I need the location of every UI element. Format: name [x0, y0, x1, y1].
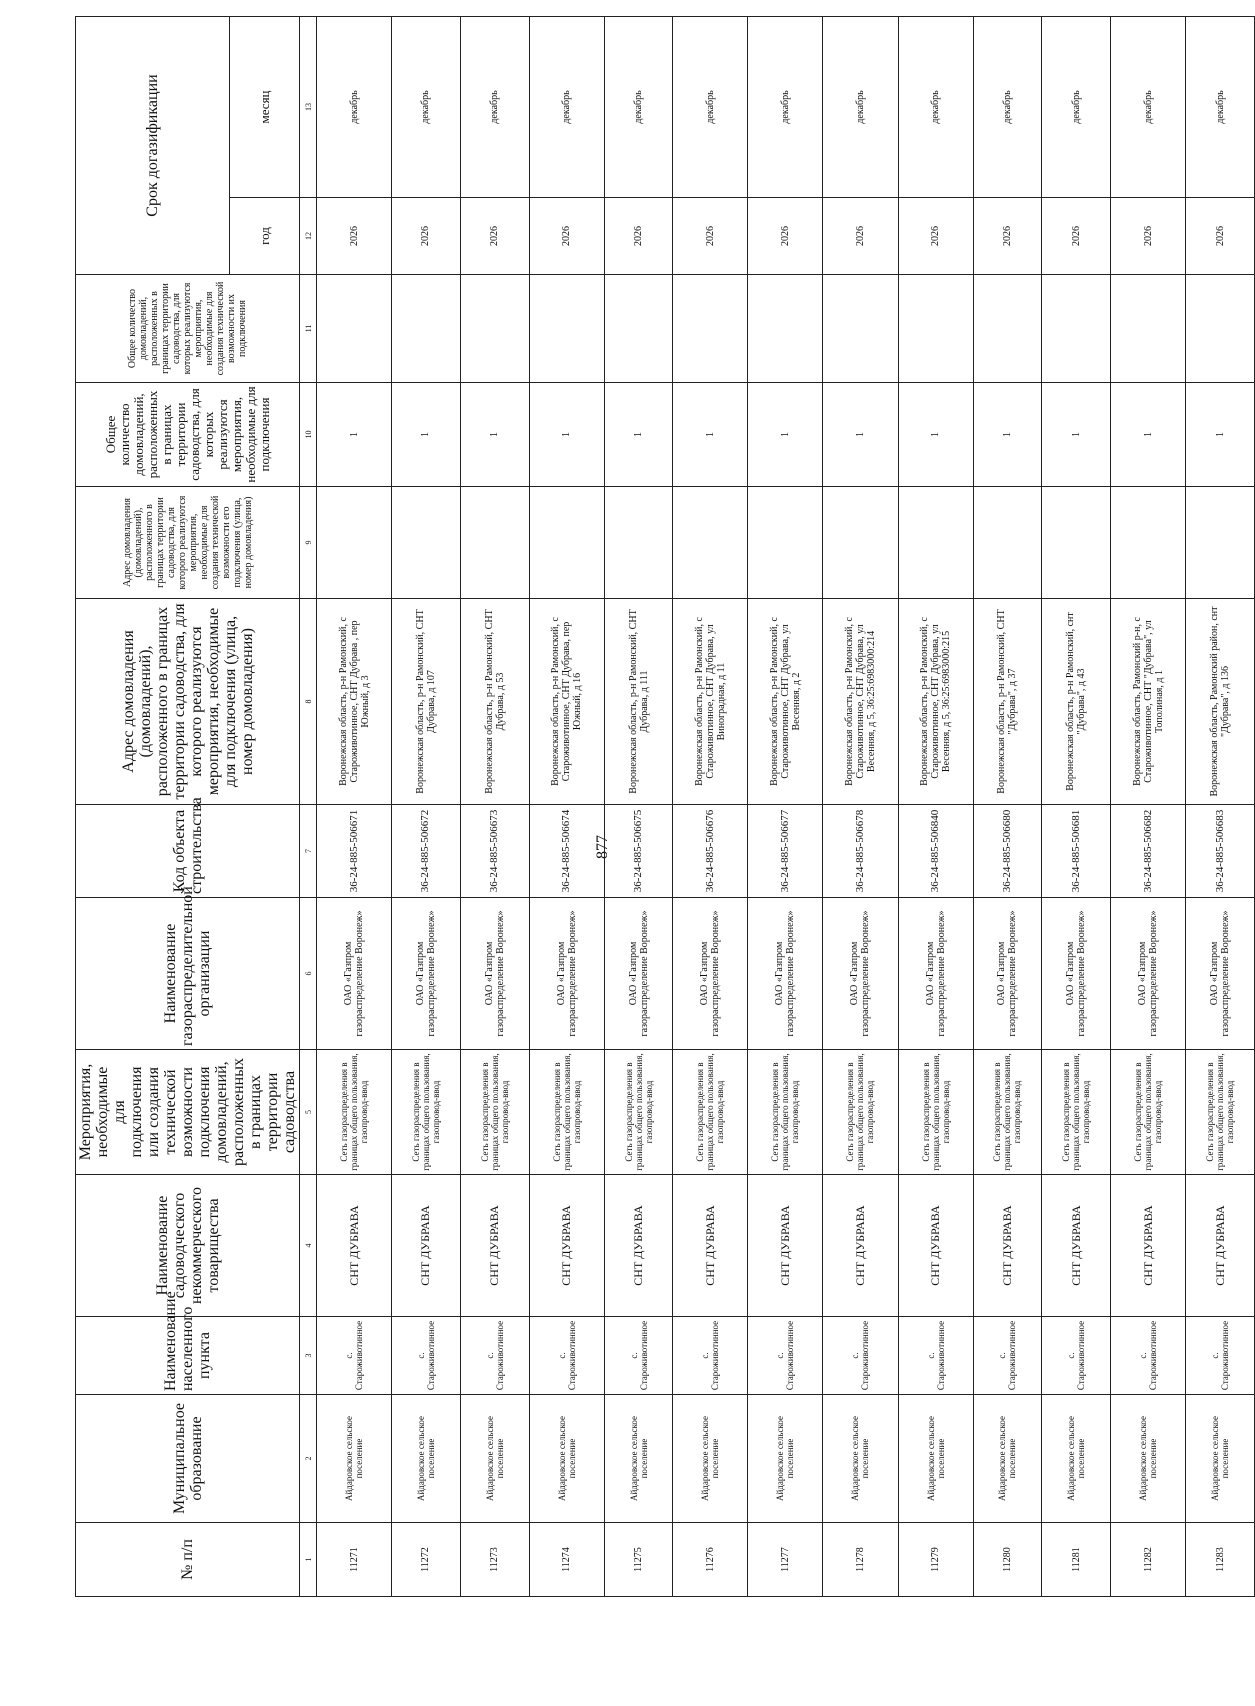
settlement-cell: с. Староживотинное: [973, 1317, 1042, 1395]
address-cell: Воронежская область, р-н Рамонский, СНТ Дубрава, д 111: [604, 599, 673, 805]
municipality-cell: Айдаровское сельское поселение: [460, 1395, 529, 1523]
measures-cell: Сеть газораспределения в границах общего пользования, газопровод-ввод: [460, 1050, 529, 1175]
settlement-cell: с. Староживотинное: [898, 1317, 973, 1395]
count-connect-cell: 1: [1111, 383, 1186, 487]
society-cell: СНТ ДУБРАВА: [673, 1175, 748, 1317]
column-number: 5: [300, 1050, 317, 1175]
month-cell: декабрь: [748, 16, 823, 197]
row-number: 11276: [673, 1523, 748, 1597]
count-connect-cell: 1: [973, 383, 1042, 487]
row-number: 11278: [823, 1523, 898, 1597]
month-cell: декабрь: [898, 16, 973, 197]
table-row: [823, 16, 898, 1596]
table-row: [529, 16, 604, 1596]
settlement-cell: с. Староживотинное: [1042, 1317, 1111, 1395]
measures-cell: Сеть газораспределения в границах общего пользования, газопровод-ввод: [1111, 1050, 1186, 1175]
object-code-cell: 36-24-885-506681: [1042, 805, 1111, 898]
address-tech-cell: [973, 487, 1042, 599]
object-code-cell: 36-24-885-506675: [604, 805, 673, 898]
object-code-cell: 36-24-885-506680: [973, 805, 1042, 898]
column-number: 11: [300, 275, 317, 383]
table-row: [673, 16, 748, 1596]
settlement-cell: с. Староживотинное: [460, 1317, 529, 1395]
municipality-cell: Айдаровское сельское поселение: [973, 1395, 1042, 1523]
register-table: [75, 16, 1255, 1597]
row-number: 11282: [1111, 1523, 1186, 1597]
count-tech-cell: [748, 275, 823, 383]
count-tech-cell: [898, 275, 973, 383]
object-code-cell: 36-24-885-506676: [673, 805, 748, 898]
header-municipality: Муниципальное образование: [76, 1395, 300, 1523]
address-tech-cell: [823, 487, 898, 599]
address-tech-cell: [748, 487, 823, 599]
municipality-cell: Айдаровское сельское поселение: [748, 1395, 823, 1523]
society-cell: СНТ ДУБРАВА: [823, 1175, 898, 1317]
count-connect-cell: 1: [898, 383, 973, 487]
count-tech-cell: [317, 275, 392, 383]
count-tech-cell: [1042, 275, 1111, 383]
month-cell: декабрь: [392, 16, 461, 197]
table-row: [317, 16, 392, 1596]
table-row: [973, 16, 1042, 1596]
municipality-cell: Айдаровское сельское поселение: [823, 1395, 898, 1523]
society-cell: СНТ ДУБРАВА: [392, 1175, 461, 1317]
address-cell: Воронежская область, р-н Рамонский, снт "Дубрава", д 43: [1042, 599, 1111, 805]
measures-cell: Сеть газораспределения в границах общего пользования, газопровод-ввод: [529, 1050, 604, 1175]
year-cell: 2026: [529, 198, 604, 275]
address-cell: Воронежская область, р-н Рамонский, с Староживотинное, СНТ Дубрава, ул Виноградная, д 11: [673, 599, 748, 805]
count-connect-cell: 1: [460, 383, 529, 487]
month-cell: декабрь: [823, 16, 898, 197]
municipality-cell: Айдаровское сельское поселение: [529, 1395, 604, 1523]
column-number: 13: [300, 16, 317, 197]
address-tech-cell: [673, 487, 748, 599]
table-row: [604, 16, 673, 1596]
count-tech-cell: [1186, 275, 1255, 383]
column-number: 10: [300, 383, 317, 487]
society-cell: СНТ ДУБРАВА: [1111, 1175, 1186, 1317]
measures-cell: Сеть газораспределения в границах общего пользования, газопровод-ввод: [898, 1050, 973, 1175]
address-cell: Воронежская область, р-н Рамонский, СНТ Дубрава, д 107: [392, 599, 461, 805]
count-connect-cell: 1: [529, 383, 604, 487]
count-connect-cell: 1: [317, 383, 392, 487]
month-cell: декабрь: [1111, 16, 1186, 197]
society-cell: СНТ ДУБРАВА: [317, 1175, 392, 1317]
society-cell: СНТ ДУБРАВА: [460, 1175, 529, 1317]
header-count-connect: Общее количество домовладений, расположенных в границах территории садоводства, для которых реализуются мероприятия, необходимые для подключения: [76, 383, 300, 487]
organization-cell: ОАО «Газпром газораспределение Воронеж»: [1186, 898, 1255, 1050]
measures-cell: Сеть газораспределения в границах общего пользования, газопровод-ввод: [604, 1050, 673, 1175]
header-no: № п/п: [76, 1523, 300, 1597]
address-cell: Воронежская область, р-н Рамонский, с Староживотинное, СНТ Дубрава, пер Южный, д 16: [529, 599, 604, 805]
count-tech-cell: [973, 275, 1042, 383]
year-cell: 2026: [973, 198, 1042, 275]
municipality-cell: Айдаровское сельское поселение: [1186, 1395, 1255, 1523]
header-month: месяц: [230, 16, 300, 197]
address-tech-cell: [529, 487, 604, 599]
settlement-cell: с. Староживотинное: [604, 1317, 673, 1395]
month-cell: декабрь: [604, 16, 673, 197]
society-cell: СНТ ДУБРАВА: [973, 1175, 1042, 1317]
header-deadline: Срок догазификации: [76, 16, 230, 274]
measures-cell: Сеть газораспределения в границах общего пользования, газопровод-ввод: [392, 1050, 461, 1175]
year-cell: 2026: [1186, 198, 1255, 275]
count-connect-cell: 1: [604, 383, 673, 487]
settlement-cell: с. Староживотинное: [1111, 1317, 1186, 1395]
column-number: 2: [300, 1395, 317, 1523]
address-cell: Воронежская область, р-н Рамонский, СНТ Дубрава, д 53: [460, 599, 529, 805]
organization-cell: ОАО «Газпром газораспределение Воронеж»: [673, 898, 748, 1050]
municipality-cell: Айдаровское сельское поселение: [317, 1395, 392, 1523]
settlement-cell: с. Староживотинное: [317, 1317, 392, 1395]
document-table-rotated: [75, 74, 1236, 1597]
count-connect-cell: 1: [1042, 383, 1111, 487]
object-code-cell: 36-24-885-506682: [1111, 805, 1186, 898]
count-tech-cell: [673, 275, 748, 383]
header-address-tech: Адрес домовладения (домовладений), расположенного в границах территории садоводства, для которого реализуются мероприятия, необходимые для создания технической возможности его подключения (улица, номер домовладения): [76, 487, 300, 599]
municipality-cell: Айдаровское сельское поселение: [673, 1395, 748, 1523]
count-connect-cell: 1: [1186, 383, 1255, 487]
society-cell: СНТ ДУБРАВА: [529, 1175, 604, 1317]
address-cell: Воронежская область, р-н Рамонский, с Староживотинное, СНТ Дубрава, ул Весенняя, д 5, 36:25:6983000:214: [823, 599, 898, 805]
address-cell: Воронежская область, Рамонский р-н, с Староживотинное, СНТ "Дубрава", ул Тополиная, д 1: [1111, 599, 1186, 805]
month-cell: декабрь: [460, 16, 529, 197]
year-cell: 2026: [392, 198, 461, 275]
address-tech-cell: [1111, 487, 1186, 599]
year-cell: 2026: [317, 198, 392, 275]
measures-cell: Сеть газораспределения в границах общего пользования, газопровод-ввод: [748, 1050, 823, 1175]
settlement-cell: с. Староживотинное: [529, 1317, 604, 1395]
address-tech-cell: [898, 487, 973, 599]
row-number: 11274: [529, 1523, 604, 1597]
header-count-tech: Общее количество домовладений, расположенных в границах территории садоводства, для которых реализуются мероприятия, необходимые для создания технической возможности их подключения: [76, 275, 300, 383]
measures-cell: Сеть газораспределения в границах общего пользования, газопровод-ввод: [673, 1050, 748, 1175]
header-code: Код объекта строительства: [76, 805, 300, 898]
measures-cell: Сеть газораспределения в границах общего пользования, газопровод-ввод: [1186, 1050, 1255, 1175]
month-cell: декабрь: [673, 16, 748, 197]
row-number: 11280: [973, 1523, 1042, 1597]
table-row: [1186, 16, 1255, 1596]
measures-cell: Сеть газораспределения в границах общего пользования, газопровод-ввод: [973, 1050, 1042, 1175]
settlement-cell: с. Староживотинное: [1186, 1317, 1255, 1395]
header-year: год: [230, 198, 300, 275]
count-connect-cell: 1: [823, 383, 898, 487]
column-number-row: [300, 16, 317, 1596]
address-cell: Воронежская область, р-н Рамонский, с Староживотинное, СНТ Дубрава, ул Весенняя, д 5, 36:25:6983000:215: [898, 599, 973, 805]
organization-cell: ОАО «Газпром газораспределение Воронеж»: [1042, 898, 1111, 1050]
column-number: 3: [300, 1317, 317, 1395]
month-cell: декабрь: [317, 16, 392, 197]
header-measures: Мероприятия, необходимые для подключения или создания технической возможности подключения домовладений, расположенных в границах территории садоводства: [76, 1050, 300, 1175]
organization-cell: ОАО «Газпром газораспределение Воронеж»: [748, 898, 823, 1050]
address-cell: Воронежская область, р-н Рамонский, с Староживотинное, СНТ Дубрава, ул Весенняя, д 2: [748, 599, 823, 805]
header-society: Наименование садоводческого некоммерческого товарищества: [76, 1175, 300, 1317]
address-tech-cell: [460, 487, 529, 599]
settlement-cell: с. Староживотинное: [748, 1317, 823, 1395]
object-code-cell: 36-24-885-506671: [317, 805, 392, 898]
row-number: 11272: [392, 1523, 461, 1597]
society-cell: СНТ ДУБРАВА: [604, 1175, 673, 1317]
row-number: 11281: [1042, 1523, 1111, 1597]
society-cell: СНТ ДУБРАВА: [748, 1175, 823, 1317]
page-number: 877: [594, 835, 611, 859]
table-row: [748, 16, 823, 1596]
organization-cell: ОАО «Газпром газораспределение Воронеж»: [604, 898, 673, 1050]
measures-cell: Сеть газораспределения в границах общего пользования, газопровод-ввод: [317, 1050, 392, 1175]
organization-cell: ОАО «Газпром газораспределение Воронеж»: [392, 898, 461, 1050]
table-row: [460, 16, 529, 1596]
municipality-cell: Айдаровское сельское поселение: [1111, 1395, 1186, 1523]
object-code-cell: 36-24-885-506677: [748, 805, 823, 898]
row-number: 11279: [898, 1523, 973, 1597]
year-cell: 2026: [748, 198, 823, 275]
address-tech-cell: [1042, 487, 1111, 599]
table-row: [1111, 16, 1186, 1596]
row-number: 11273: [460, 1523, 529, 1597]
year-cell: 2026: [898, 198, 973, 275]
column-number: 1: [300, 1523, 317, 1597]
settlement-cell: с. Староживотинное: [392, 1317, 461, 1395]
measures-cell: Сеть газораспределения в границах общего пользования, газопровод-ввод: [1042, 1050, 1111, 1175]
count-tech-cell: [392, 275, 461, 383]
count-tech-cell: [529, 275, 604, 383]
address-cell: Воронежская область, р-н Рамонский, с Староживотинное, СНТ Дубрава , пер Южный, д 3: [317, 599, 392, 805]
table-row: [1042, 16, 1111, 1596]
organization-cell: ОАО «Газпром газораспределение Воронеж»: [1111, 898, 1186, 1050]
table-row: [392, 16, 461, 1596]
measures-cell: Сеть газораспределения в границах общего пользования, газопровод-ввод: [823, 1050, 898, 1175]
table-body: [317, 16, 1255, 1596]
address-tech-cell: [317, 487, 392, 599]
month-cell: декабрь: [973, 16, 1042, 197]
organization-cell: ОАО «Газпром газораспределение Воронеж»: [823, 898, 898, 1050]
count-connect-cell: 1: [392, 383, 461, 487]
object-code-cell: 36-24-885-506673: [460, 805, 529, 898]
column-number: 8: [300, 599, 317, 805]
year-cell: 2026: [1111, 198, 1186, 275]
object-code-cell: 36-24-885-506672: [392, 805, 461, 898]
municipality-cell: Айдаровское сельское поселение: [604, 1395, 673, 1523]
month-cell: декабрь: [1042, 16, 1111, 197]
header-row-1: [76, 16, 230, 1596]
settlement-cell: с. Староживотинное: [823, 1317, 898, 1395]
header-org: Наименование газораспределительной организации: [76, 898, 300, 1050]
row-number: 11271: [317, 1523, 392, 1597]
address-tech-cell: [392, 487, 461, 599]
organization-cell: ОАО «Газпром газораспределение Воронеж»: [317, 898, 392, 1050]
column-number: 9: [300, 487, 317, 599]
year-cell: 2026: [460, 198, 529, 275]
header-settlement: Наименование населенного пункта: [76, 1317, 300, 1395]
month-cell: декабрь: [529, 16, 604, 197]
row-number: 11277: [748, 1523, 823, 1597]
address-tech-cell: [1186, 487, 1255, 599]
society-cell: СНТ ДУБРАВА: [1042, 1175, 1111, 1317]
address-cell: Воронежская область, Рамонский район, снт "Дубрава", д 136: [1186, 599, 1255, 805]
column-number: 7: [300, 805, 317, 898]
year-cell: 2026: [823, 198, 898, 275]
count-tech-cell: [1111, 275, 1186, 383]
count-connect-cell: 1: [673, 383, 748, 487]
row-number: 11275: [604, 1523, 673, 1597]
count-tech-cell: [604, 275, 673, 383]
municipality-cell: Айдаровское сельское поселение: [1042, 1395, 1111, 1523]
organization-cell: ОАО «Газпром газораспределение Воронеж»: [460, 898, 529, 1050]
row-number: 11283: [1186, 1523, 1255, 1597]
count-tech-cell: [460, 275, 529, 383]
organization-cell: ОАО «Газпром газораспределение Воронеж»: [898, 898, 973, 1050]
object-code-cell: 36-24-885-506678: [823, 805, 898, 898]
column-number: 12: [300, 198, 317, 275]
count-tech-cell: [823, 275, 898, 383]
year-cell: 2026: [673, 198, 748, 275]
object-code-cell: 36-24-885-506674: [529, 805, 604, 898]
address-cell: Воронежская область, р-н Рамонский, СНТ "Дубрава", д 37: [973, 599, 1042, 805]
organization-cell: ОАО «Газпром газораспределение Воронеж»: [529, 898, 604, 1050]
object-code-cell: 36-24-885-506840: [898, 805, 973, 898]
year-cell: 2026: [604, 198, 673, 275]
municipality-cell: Айдаровское сельское поселение: [898, 1395, 973, 1523]
column-number: 4: [300, 1175, 317, 1317]
column-number: 6: [300, 898, 317, 1050]
month-cell: декабрь: [1186, 16, 1255, 197]
society-cell: СНТ ДУБРАВА: [1186, 1175, 1255, 1317]
table-row: [898, 16, 973, 1596]
year-cell: 2026: [1042, 198, 1111, 275]
header-address: Адрес домовладения (домовладений), расположенного в границах территории садоводства, для которого реализуются мероприятия, необходимые для подключения (улица, номер домовладения): [76, 599, 300, 805]
settlement-cell: с. Староживотинное: [673, 1317, 748, 1395]
municipality-cell: Айдаровское сельское поселение: [392, 1395, 461, 1523]
count-connect-cell: 1: [748, 383, 823, 487]
address-tech-cell: [604, 487, 673, 599]
organization-cell: ОАО «Газпром газораспределение Воронеж»: [973, 898, 1042, 1050]
society-cell: СНТ ДУБРАВА: [898, 1175, 973, 1317]
object-code-cell: 36-24-885-506683: [1186, 805, 1255, 898]
